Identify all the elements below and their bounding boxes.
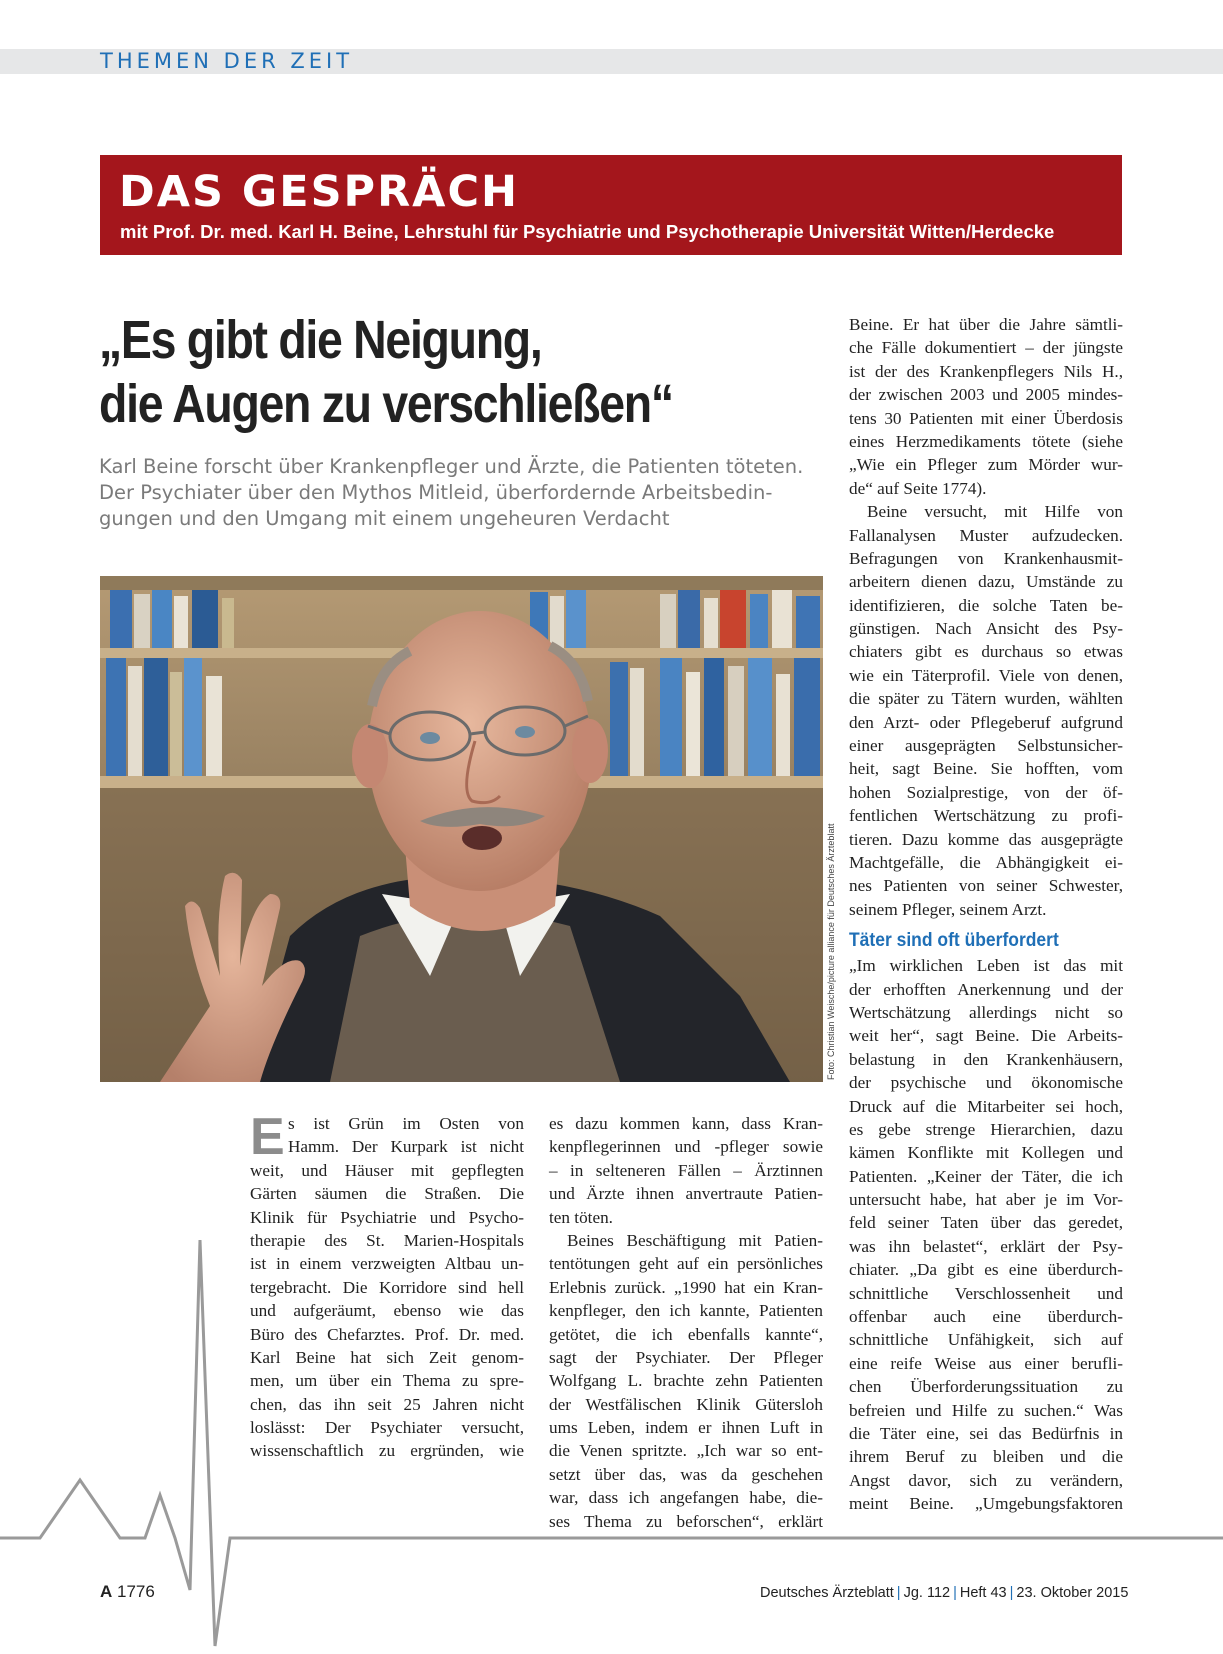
interview-banner [100,155,1122,255]
drop-cap: E [250,1108,285,1166]
text-column-left [250,1108,524,1463]
text-line: die später zu Tätern wurden, wählten [849,689,1123,709]
text-line: loslässt: Der Psychiater versucht, [250,1418,524,1438]
text-line: ten töten. [549,1207,613,1227]
footer-separator: | [1009,1585,1014,1601]
text-line: weit, und Häuser mit gepflegten [250,1160,524,1180]
page-prefix: A [100,1582,113,1601]
text-column-right [849,313,1123,1516]
text-line: tieren. Dazu komme das ausgeprägte [849,829,1123,849]
text-line: kämen Konflikte mit Kollegen und [849,1143,1123,1163]
section-label: THEMEN DER ZEIT [100,49,354,73]
section-subheading: Täter sind oft überfordert [849,930,1059,952]
text-line: ihrem Beruf zu bleiben und die [849,1447,1123,1467]
text-line: feld seiner Taten über das geredet, [849,1213,1123,1233]
text-line: eine reife Weise aus einer berufli- [849,1353,1123,1373]
banner-subtitle: mit Prof. Dr. med. Karl H. Beine, Lehrstuhl für Psychiatrie und Psychotherapie Universität Witten/Herdecke [120,221,1055,242]
text-line: chiaters gibt es durchaus so etwas [849,642,1123,662]
text-line: Angst davor, sich zu verändern, [849,1470,1123,1490]
text-line: sagt der Psychiater. Der Pfleger [549,1347,823,1367]
text-line: chen, das ihn seit 25 Jahren nicht [250,1394,524,1414]
headline-line: „Es gibt die Neigung, [99,310,542,370]
text-line: s ist Grün im Osten von [288,1114,524,1133]
text-line: es dazu kommen kann, dass Kran- [549,1114,823,1133]
text-line: belastung in den Krankenhäusern, [849,1049,1123,1069]
text-line: arbeitern dienen dazu, Umstände zu [849,572,1123,592]
journal-issue: Heft 43 [959,1585,1007,1601]
banner-title: DAS GESPRÄCH [119,167,519,217]
text-line: nes Patienten von seiner Schwester, [849,876,1123,896]
text-line: – in selteneren Fällen – Ärztinnen [549,1160,823,1180]
text-line: Gärten säumen die Straßen. Die [250,1184,524,1204]
text-line: therapie des St. Marien-Hospitals [250,1230,524,1250]
text-line: offenbar auch eine überdurch- [849,1307,1123,1327]
text-line: Druck auf die Mitarbeiter sei hoch, [849,1096,1123,1116]
text-line: wie ein Täterprofil. Viele von denen, [849,665,1123,685]
text-line: Fallanalysen Muster aufzudecken. [849,525,1123,545]
footer-separator: | [953,1585,957,1601]
text-line: tens 30 Patienten mit einer Überdosis [849,408,1123,428]
text-line: und aufgeräumt, ebenso wie das [250,1301,524,1321]
text-line: kenpflegerinnen und -pfleger sowie [549,1137,823,1157]
journal-name: Deutsches Ärzteblatt [760,1585,894,1601]
text-line: einer ausgeprägten Selbstunsicher- [849,736,1123,756]
text-line: die Täter eine, sei das Bedürfnis in [849,1423,1123,1443]
text-line: „Wie ein Pfleger zum Mörder wur- [849,455,1123,475]
text-line: Wolfgang L. brachte zehn Patienten [549,1371,823,1391]
text-line: Machtgefälle, die Abhängigkeit ei- [849,852,1123,872]
text-line: schnittliche Unfähigkeit, sich auf [849,1330,1123,1350]
text-line: Befragungen von Krankenhausmit- [849,548,1123,568]
text-line: „Im wirklichen Leben ist das mit [849,956,1123,976]
text-line: Beine. Er hat über die Jahre sämtli- [849,315,1123,334]
text-line: men, um über ein Thema zu spre- [250,1371,524,1391]
text-line: den Arzt- oder Pflegeberuf aufgrund [849,712,1123,732]
page-number [100,1580,155,1604]
footer-separator: | [896,1585,901,1601]
article-headline [99,308,718,436]
text-line: fentlichen Wertschätzung zu profi- [849,806,1123,826]
text-line: Erlebnis zurück. „1990 hat ein Kran- [549,1277,823,1297]
text-line: der Westfälischen Klinik Gütersloh [549,1394,823,1414]
photo-credit: Foto: Christian Weische/picture alliance für Deutsches Ärzteblatt [826,823,836,1080]
text-line: Karl Beine hat sich Zeit genom- [250,1347,524,1367]
text-line: günstigen. Nach Ansicht des Psy- [849,619,1123,639]
portrait-photo [100,576,823,1082]
portrait-illustration [100,576,823,1082]
text-line: setzt über das, was da geschehen [549,1464,823,1484]
journal-date: 23. Oktober 2015 [1016,1585,1129,1601]
text-line: getötet, die ich ebenfalls kannte“, [549,1324,823,1344]
text-line: Patienten. „Keiner der Täter, die ich [849,1166,1123,1186]
text-line: die Venen spritzte. „Ich war so ent- [549,1441,823,1461]
text-line: weit her“, sagt Beine. Die Arbeits- [849,1026,1123,1046]
text-line: de“ auf Seite 1774). [849,478,987,498]
subhead-line: Karl Beine forscht über Krankenpfleger und Ärzte, die Patienten töteten. [99,455,804,478]
text-line: ist in einem verzweigten Altbau un- [250,1254,524,1274]
text-line: Beines Beschäftigung mit Patien- [567,1230,823,1250]
text-line: tergebracht. Die Korridore sind hell [250,1277,524,1297]
text-line: schnittliche Verschlossenheit und [849,1283,1123,1303]
text-column-middle [549,1112,823,1533]
text-line: war, dass ich angefangen habe, die- [549,1488,823,1508]
text-line: Hamm. Der Kurpark ist nicht [288,1137,524,1157]
text-line: heit, sagt Beine. Sie hofften, vom [849,759,1123,779]
text-line: der psychische und ökonomische [849,1073,1123,1093]
text-line: es gebe strenge Hierarchien, dazu [849,1119,1123,1139]
text-line: befreien und Hilfe zu suchen.“ Was [849,1400,1123,1420]
text-line: Beine versucht, mit Hilfe von [867,502,1123,522]
text-line: seinem Pfleger, seinem Arzt. [849,899,1047,919]
text-line: der erhofften Anerkennung und der [849,979,1123,999]
text-line: wissenschaftlich zu ergründen, wie [250,1441,524,1461]
journal-footer [760,1581,1129,1605]
text-line: meint Beine. „Umgebungsfaktoren [849,1494,1123,1514]
article-subhead [99,454,829,532]
journal-volume: Jg. 112 [903,1585,951,1601]
text-line: chiater. „Da gibt es eine überdurch- [849,1260,1123,1280]
headline-line: die Augen zu verschließen“ [99,374,673,434]
text-line: Wertschätzung allerdings nicht so [849,1002,1123,1022]
text-line: ums Leben, indem er ihnen Luft in [549,1418,823,1438]
text-line: und Ärzte ihnen anvertraute Patien- [549,1184,823,1204]
text-line: untersucht habe, hat aber je im Vor- [849,1190,1123,1210]
text-line: tentötungen geht auf ein persönliches [549,1254,823,1274]
page-number-value: 1776 [117,1582,155,1601]
text-line: hohen Sozialprestige, von der öf- [849,782,1123,802]
text-line: kenpfleger, den ich kannte, Patienten [549,1301,823,1321]
text-line: Klinik für Psychiatrie und Psycho- [250,1207,524,1227]
text-line: der zwischen 2003 und 2005 mindes- [849,385,1123,405]
subhead-line: Der Psychiater über den Mythos Mitleid, überfordernde Arbeitsbedin- [99,481,773,504]
text-line: ist der des Krankenpflegers Nils H., [849,361,1123,381]
text-line: was ihn belastet“, erklärt der Psy- [849,1236,1123,1256]
subhead-line: gungen und den Umgang mit einem ungeheuren Verdacht [99,507,670,530]
text-line: eines Herzmedikaments tötete (siehe [849,431,1123,451]
text-line: che Fälle dokumentiert – der jüngste [849,338,1123,358]
text-line: chen Überforderungssituation zu [849,1377,1123,1397]
text-line: Büro des Chefarztes. Prof. Dr. med. [250,1324,524,1344]
text-line: ses Thema zu beforschen“, erklärt [549,1511,823,1531]
text-line: identifizieren, die solche Taten be- [849,595,1123,615]
